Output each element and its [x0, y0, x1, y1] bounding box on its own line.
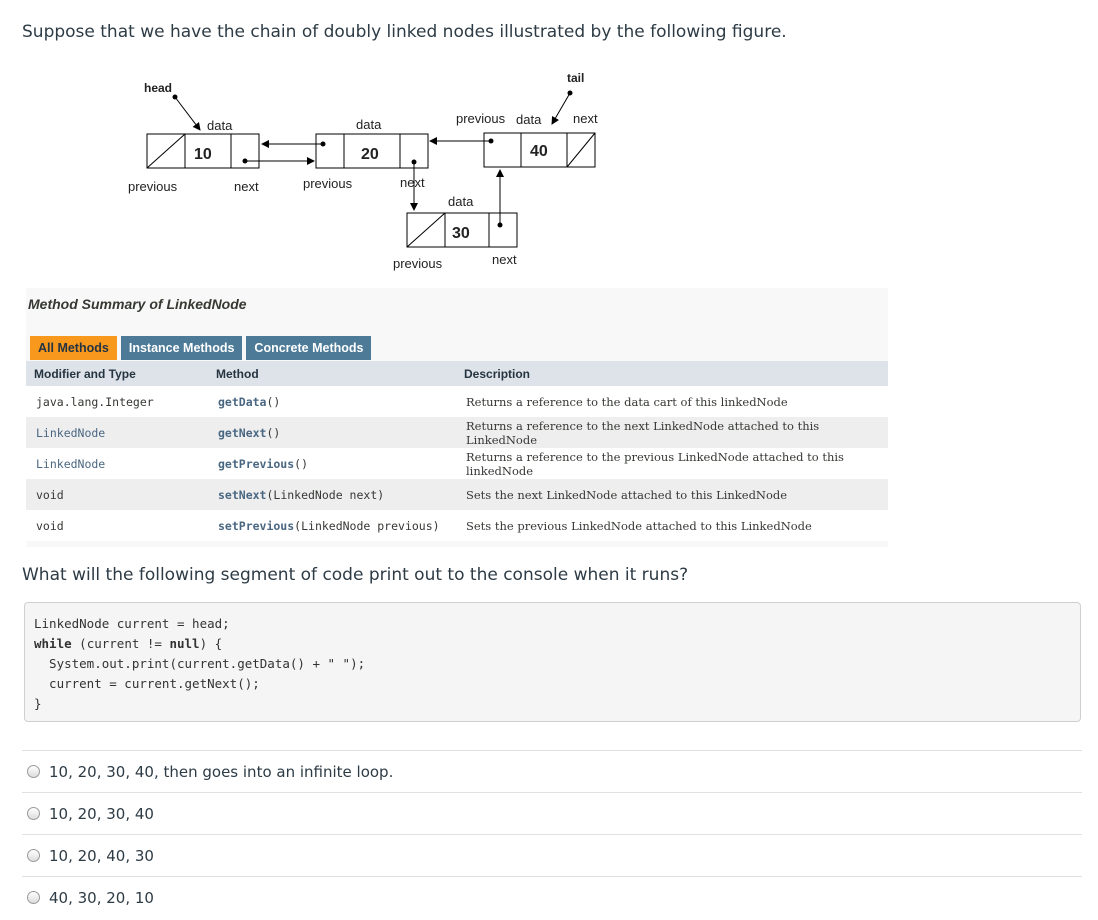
method-params: (LinkedNode next) [266, 487, 385, 502]
row-type: void [26, 479, 208, 510]
next-label: next [234, 179, 259, 194]
table-row [26, 417, 888, 448]
radio-button[interactable] [27, 765, 40, 778]
data-label: data [448, 194, 474, 209]
row-description: Sets the previous LinkedNode attached to this LinkedNode [456, 510, 888, 541]
method-link-getdata[interactable]: getData [218, 394, 267, 409]
node-value: 30 [452, 225, 470, 242]
code-keyword: while [34, 636, 72, 651]
col-description: Description [456, 361, 888, 386]
answer-option[interactable] [22, 750, 1082, 792]
row-description: Returns a reference to the previous LinkedNode attached to this linkedNode [456, 448, 888, 479]
radio-button[interactable] [27, 849, 40, 862]
method-link-setnext[interactable]: setNext [218, 487, 267, 502]
question-text: Suppose that we have the chain of doubly linked nodes illustrated by the following figure. [22, 22, 787, 42]
code-text: ) { [199, 636, 223, 651]
answer-option[interactable] [22, 876, 1082, 918]
data-label: data [356, 117, 382, 132]
code-block [24, 602, 1081, 722]
summary-title: Method Summary of LinkedNode [28, 296, 247, 312]
code-line: current = current.getNext(); [34, 676, 260, 691]
method-params: () [266, 394, 281, 409]
code-line: } [34, 696, 42, 711]
radio-button[interactable] [27, 807, 40, 820]
node-value: 10 [194, 146, 212, 163]
previous-label: previous [303, 176, 353, 191]
table-header-row [26, 361, 888, 386]
col-modifier-type: Modifier and Type [26, 361, 208, 386]
data-label: data [207, 118, 233, 133]
col-method: Method [208, 361, 456, 386]
method-link-setprevious[interactable]: setPrevious [218, 518, 295, 533]
method-table [26, 361, 888, 541]
row-description: Returns a reference to the data cart of this linkedNode [456, 386, 888, 417]
code-keyword: null [169, 636, 200, 651]
code-text: (current != [71, 636, 170, 651]
node-10 [128, 118, 259, 194]
answer-text: 10, 20, 30, 40 [49, 804, 154, 823]
answer-text: 10, 20, 40, 30 [49, 846, 154, 865]
tab-instance-methods[interactable]: Instance Methods [121, 336, 243, 360]
code-line: LinkedNode current = head; [34, 616, 230, 631]
table-row [26, 479, 888, 510]
tail-label: tail [567, 71, 585, 85]
answer-list [22, 750, 1082, 918]
table-row [26, 386, 888, 417]
method-link-getnext[interactable]: getNext [218, 425, 267, 440]
radio-button[interactable] [27, 891, 40, 904]
type-link-linkednode[interactable]: LinkedNode [26, 417, 208, 448]
row-type: void [26, 510, 208, 541]
table-row [26, 448, 888, 479]
head-label: head [144, 81, 173, 95]
answer-text: 10, 20, 30, 40, then goes into an infinite loop. [49, 762, 394, 781]
code-line: System.out.print(current.getData() + " "); [34, 656, 366, 671]
next-label: next [573, 111, 598, 126]
next-label: next [492, 252, 517, 267]
method-params: (LinkedNode previous) [294, 518, 440, 533]
node-value: 40 [530, 143, 548, 160]
table-row [26, 510, 888, 541]
tab-concrete-methods[interactable]: Concrete Methods [246, 336, 371, 360]
node-value: 20 [361, 146, 379, 163]
next-label: next [400, 175, 425, 190]
node-20 [303, 117, 428, 191]
node-40 [456, 111, 598, 167]
row-description: Sets the next LinkedNode attached to this LinkedNode [456, 479, 888, 510]
type-link-linkednode[interactable]: LinkedNode [26, 448, 208, 479]
answer-text: 40, 30, 20, 10 [49, 888, 154, 907]
linked-list-diagram [0, 60, 640, 280]
node-30 [393, 194, 517, 271]
method-link-getprevious[interactable]: getPrevious [218, 456, 295, 471]
previous-label: previous [456, 111, 506, 126]
method-params: () [294, 456, 309, 471]
previous-label: previous [393, 256, 443, 271]
method-summary [26, 288, 888, 547]
tab-all-methods[interactable]: All Methods [30, 336, 117, 360]
code-prompt: What will the following segment of code print out to the console when it runs? [22, 565, 689, 585]
row-description: Returns a reference to the next LinkedNode attached to this LinkedNode [456, 417, 888, 448]
method-tabs [30, 336, 375, 360]
row-type: java.lang.Integer [26, 386, 208, 417]
code-line [34, 634, 1071, 654]
answer-option[interactable] [22, 834, 1082, 876]
method-params: () [266, 425, 281, 440]
previous-label: previous [128, 179, 178, 194]
answer-option[interactable] [22, 792, 1082, 834]
data-label: data [516, 112, 542, 127]
